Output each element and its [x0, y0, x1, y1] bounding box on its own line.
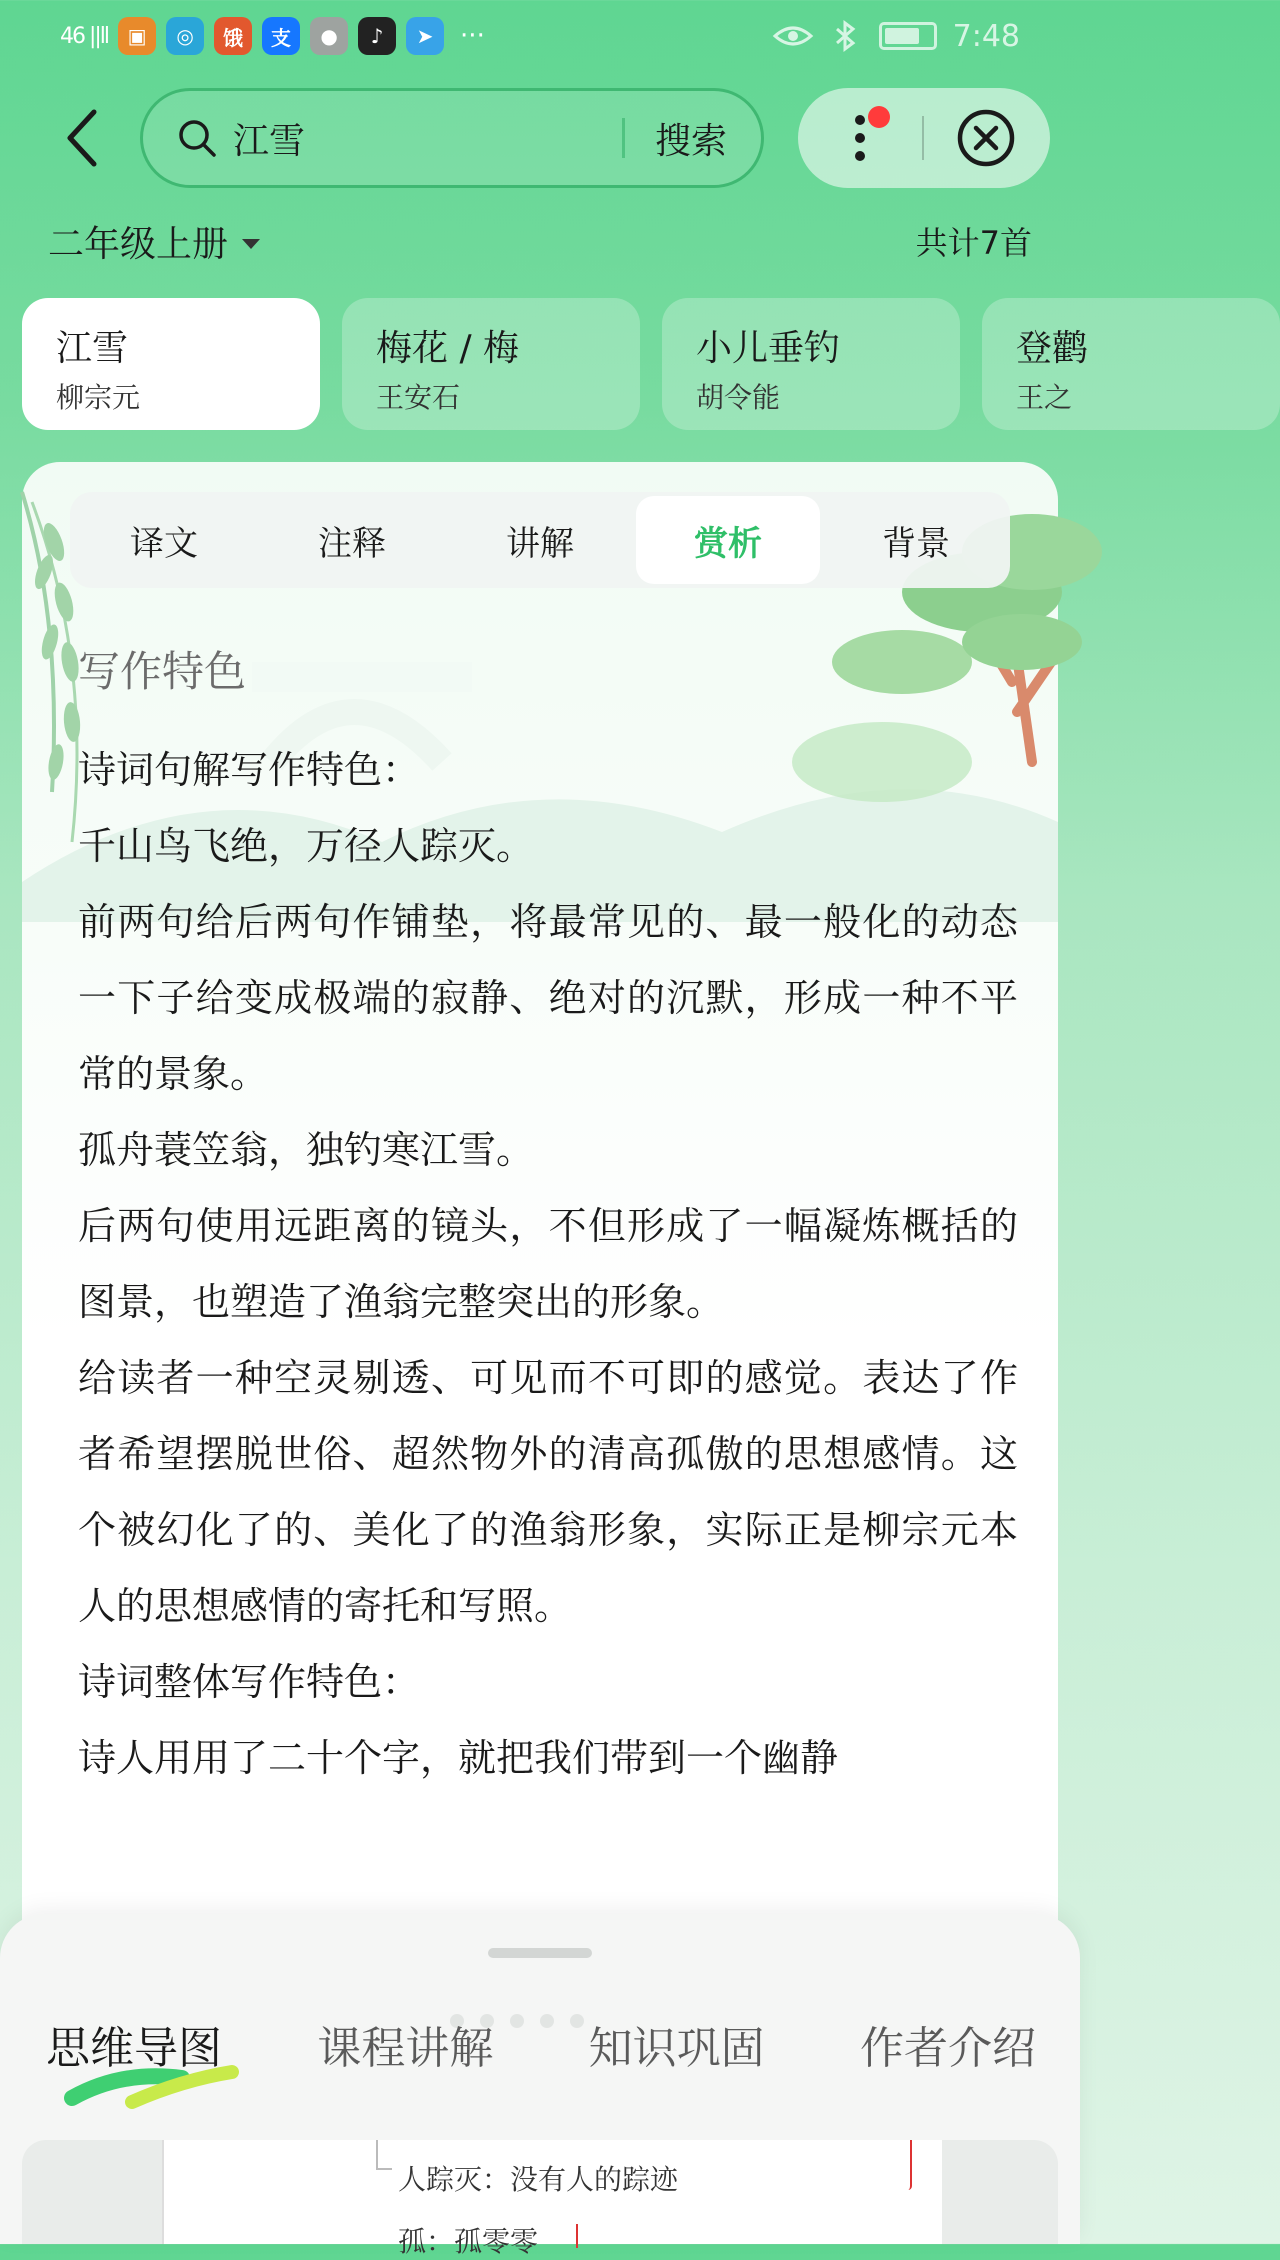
tab-background[interactable]: 背景	[882, 523, 950, 564]
poem-title: 小儿垂钓	[696, 328, 841, 369]
tab-course-lecture[interactable]: 课程讲解	[317, 2023, 494, 2074]
tiktok-app-icon: ♪	[358, 17, 396, 55]
sheet-drag-handle[interactable]	[488, 1948, 592, 1958]
mind-map-connector	[376, 2140, 392, 2170]
eye-icon	[773, 22, 813, 50]
content-panel	[22, 462, 1058, 2062]
tab-explanation[interactable]: 讲解	[506, 523, 574, 564]
status-right	[773, 19, 1020, 54]
bottom-sheet	[0, 1914, 1080, 2258]
tab-knowledge-review[interactable]: 知识巩固	[588, 2023, 765, 2074]
poem-card[interactable]	[22, 298, 320, 430]
grade-row	[48, 214, 1032, 268]
section-title: 写作特色	[78, 647, 247, 696]
alipay-app-icon: 支	[262, 17, 300, 55]
clock: 7:48	[952, 18, 1020, 54]
poem-count: 共计7首	[915, 224, 1032, 262]
battery-icon	[879, 22, 937, 50]
send-app-icon: ➤	[406, 17, 444, 55]
more-options-button[interactable]	[798, 88, 922, 188]
poem-author: 柳宗元	[56, 381, 141, 414]
poem-title: 梅花 / 梅	[376, 328, 520, 369]
tab-label: 思维导图	[46, 2023, 222, 2074]
mini-program-capsule	[798, 88, 1050, 188]
paragraph: 诗人用用了二十个字，就把我们带到一个幽静	[78, 1736, 839, 1780]
chevron-left-icon	[62, 108, 102, 168]
poem-title: 登鹳	[1016, 328, 1089, 369]
grade-label: 二年级上册	[48, 223, 229, 265]
poem-card[interactable]	[982, 298, 1280, 430]
notification-icons	[118, 17, 444, 55]
food-app-icon: 饿	[214, 17, 252, 55]
header	[0, 86, 1080, 190]
mind-map-node: 人踪灭：没有人的踪迹	[398, 2163, 679, 2196]
tab-annotation[interactable]: 注释	[318, 523, 386, 564]
paragraph: 后两句使用远距离的镜头，不但形成了一幅凝炼概括的图景，也塑造了渔翁完整突出的形象。	[78, 1204, 1018, 1324]
mind-map-node: 孤：孤零零	[398, 2225, 539, 2258]
paragraph: 诗词整体写作特色：	[78, 1660, 421, 1704]
annotation-mark	[574, 2224, 578, 2248]
signal-indicator: 46 ||ll	[60, 23, 109, 49]
mind-map-canvas	[162, 2140, 942, 2258]
grade-dropdown[interactable]	[48, 216, 260, 267]
back-button[interactable]	[52, 104, 112, 172]
browser-app-icon: ◎	[166, 17, 204, 55]
sheet-tabs	[46, 2004, 1036, 2094]
paragraph: 给读者一种空灵剔透、可见而不可即的感觉。表达了作者希望摆脱世俗、超然物外的清高孤傲的思想感情。这个被幻化了的、美化了的渔翁形象，实际正是柳宗元本人的思想感情的寄托和写照。	[78, 1356, 1018, 1628]
status-bar	[0, 0, 1080, 72]
annotation-mark	[908, 2140, 912, 2190]
content-tab-bar	[70, 492, 1010, 588]
chat-app-icon: ●	[310, 17, 348, 55]
poem-title: 江雪	[56, 328, 129, 369]
status-left	[60, 17, 485, 55]
tab-mind-map[interactable]	[46, 2004, 222, 2094]
close-circle-icon	[956, 108, 1016, 168]
caret-down-icon	[242, 239, 260, 249]
mind-map-preview[interactable]	[22, 2140, 1058, 2258]
poem-author: 王安石	[376, 381, 461, 414]
tab-author-intro[interactable]: 作者介绍	[859, 2023, 1036, 2074]
tab-appreciation[interactable]: 赏析	[636, 496, 820, 584]
vertical-dots-icon	[853, 108, 867, 168]
paragraph: 诗词句解写作特色：	[78, 748, 421, 792]
poem-author: 王之	[1016, 381, 1073, 414]
bluetooth-icon	[829, 21, 863, 51]
close-button[interactable]	[924, 88, 1048, 188]
poem-card[interactable]	[342, 298, 640, 430]
article	[78, 642, 1018, 1796]
paragraph: 前两句给后两句作铺垫，将最常见的、最一般化的动态一下子给变成极端的寂静、绝对的沉默，形成一种不平常的景象。	[78, 900, 1018, 1096]
tab-translation[interactable]: 译文	[130, 523, 198, 564]
poem-tabs	[22, 298, 1089, 430]
poem-card[interactable]	[662, 298, 960, 430]
search-box[interactable]	[140, 88, 764, 188]
paragraph: 孤舟蓑笠翁，独钓寒江雪。	[78, 1128, 535, 1172]
search-button[interactable]: 搜索	[654, 120, 727, 162]
search-input[interactable]: 江雪	[233, 120, 306, 162]
search-divider	[622, 118, 625, 158]
search-icon	[177, 118, 217, 158]
notification-badge	[868, 106, 890, 128]
photo-app-icon: ▣	[118, 17, 156, 55]
poem-author: 胡令能	[696, 381, 781, 414]
paragraph: 千山鸟飞绝，万径人踪灭。	[78, 824, 535, 868]
more-notifications-icon: ···	[460, 21, 485, 51]
